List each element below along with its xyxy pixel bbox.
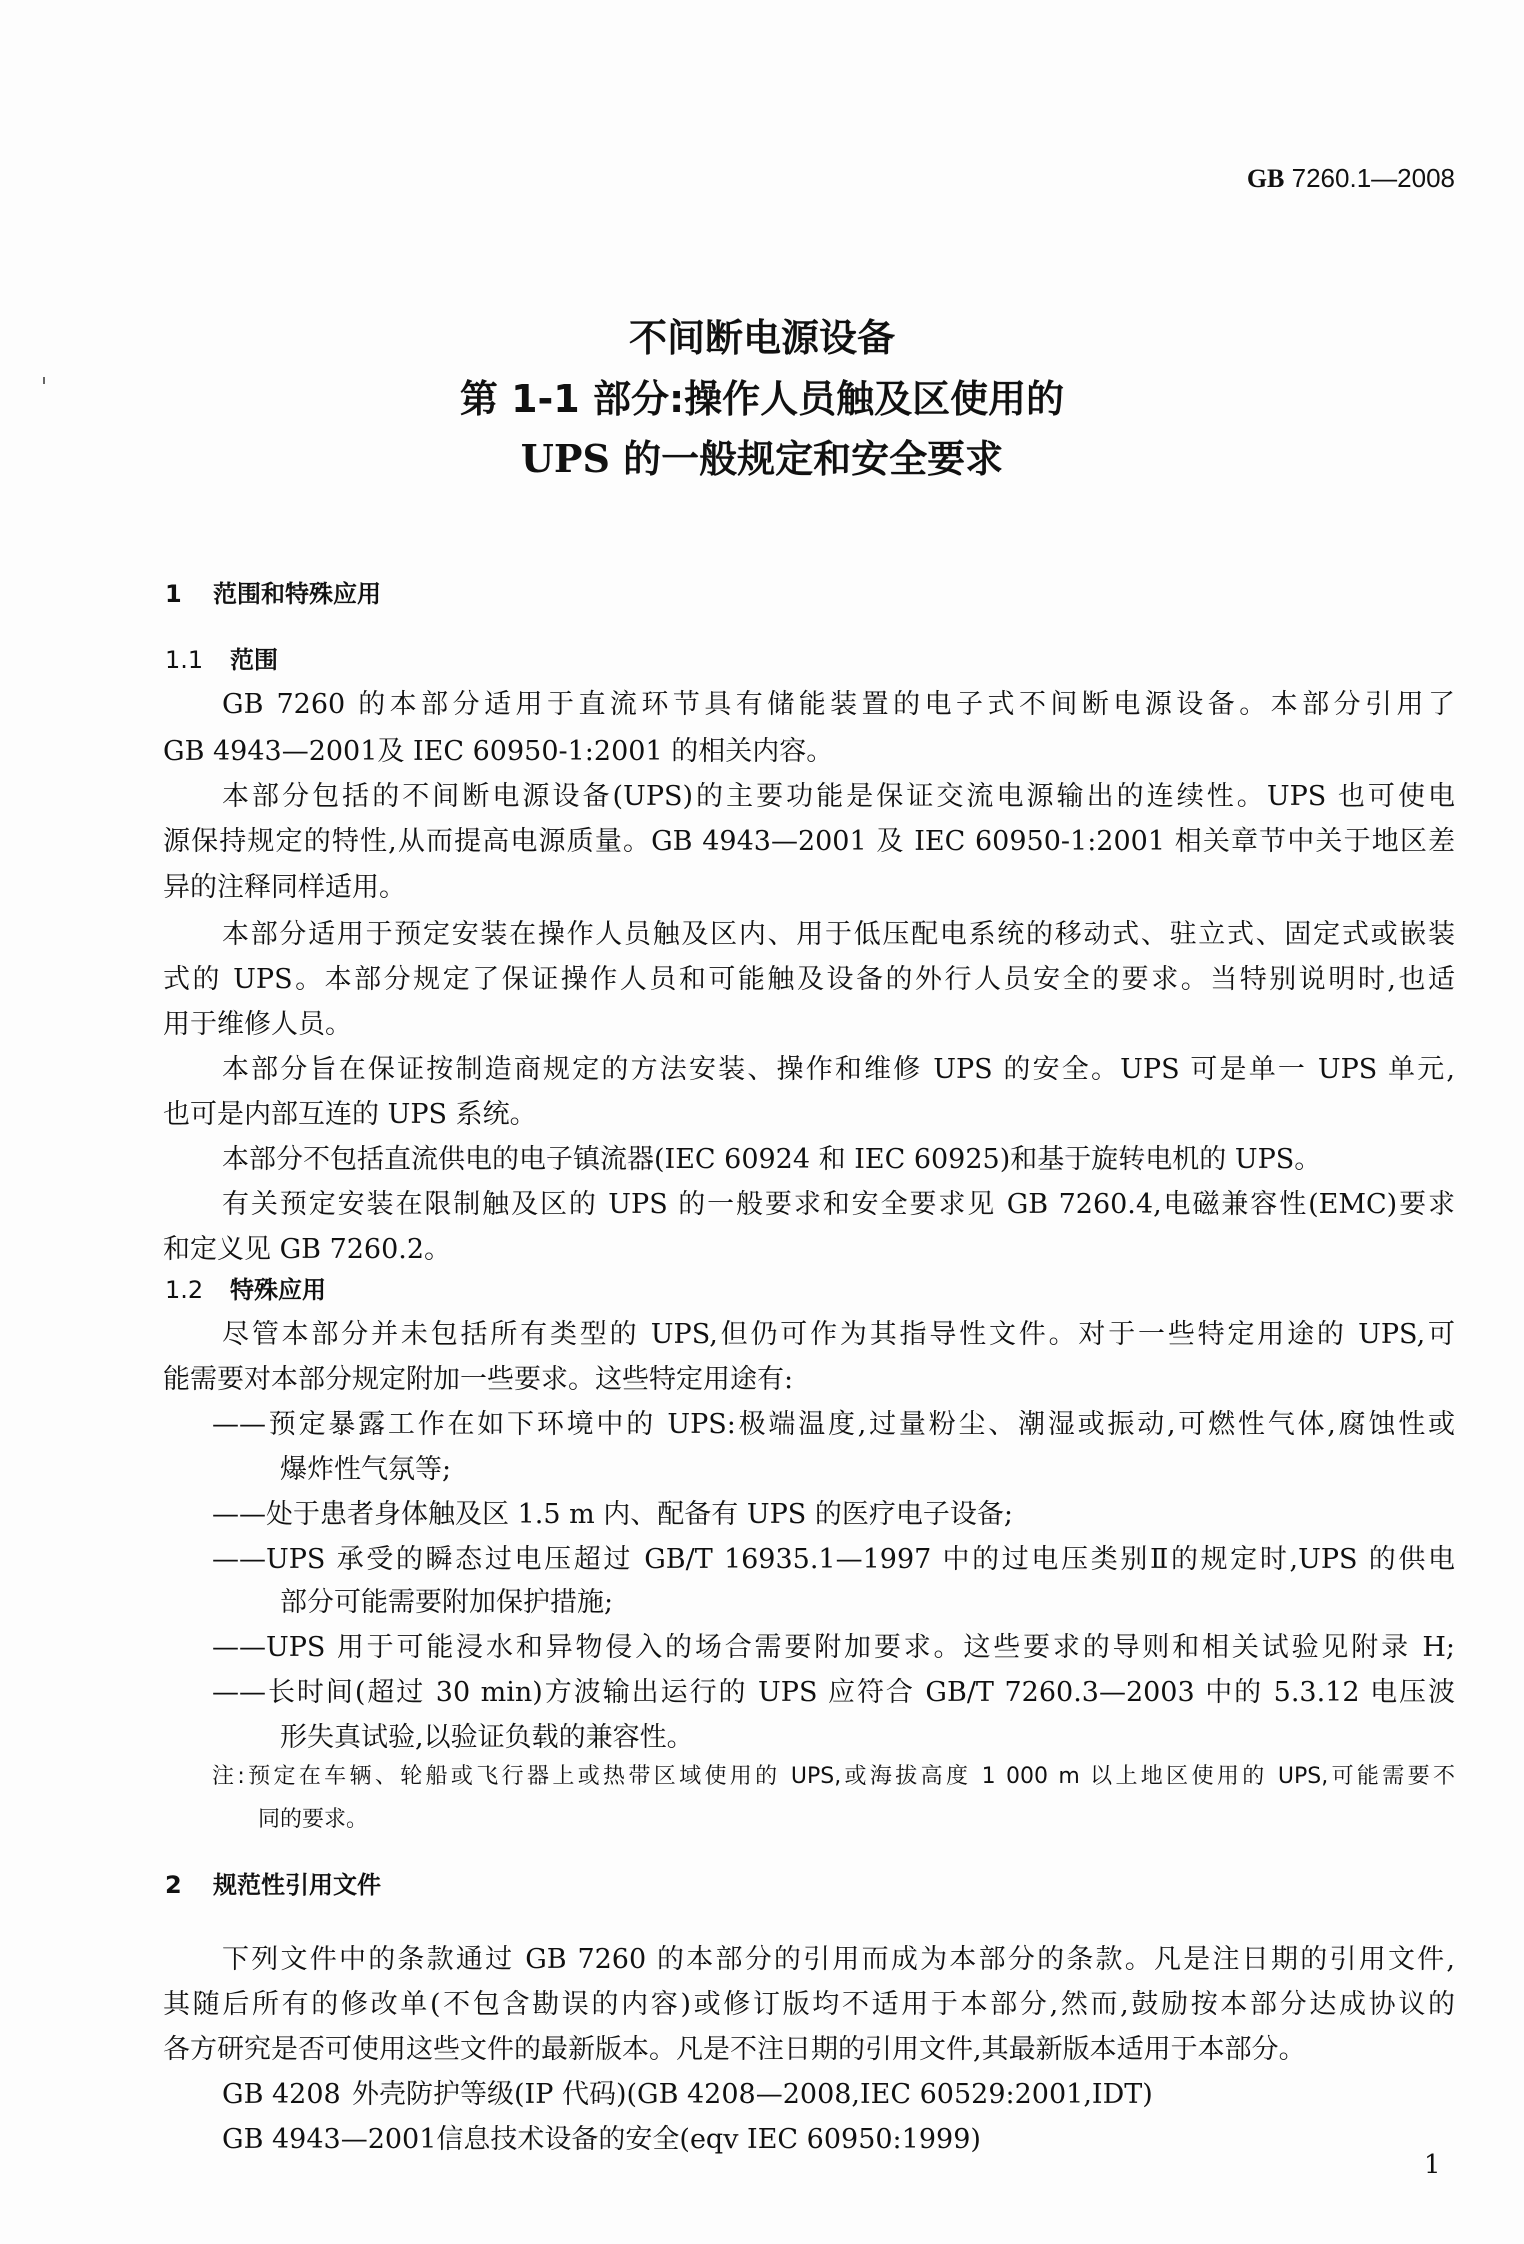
- section-number: 2: [165, 1871, 182, 1899]
- body-line: 尽管本部分并未包括所有类型的 UPS,但仍可作为其指导性文件。对于一些特定用途的 UPS,可: [222, 1319, 1455, 1350]
- list-item: ——预定暴露工作在如下环境中的 UPS:极端温度,过量粉尘、潮湿或振动,可燃性气体,腐蚀性或: [212, 1409, 1455, 1440]
- subsection-number: 1.1: [165, 646, 204, 674]
- reference-code: GB 4208: [222, 2079, 341, 2110]
- body-line: 本部分包括的不间断电源设备(UPS)的主要功能是保证交流电源输出的连续性。UPS 也可使电: [222, 781, 1455, 812]
- list-item: ——长时间(超过 30 min)方波输出运行的 UPS 应符合 GB/T 7260.3—2003 中的 5.3.12 电压波: [212, 1677, 1455, 1708]
- section-title: 规范性引用文件: [213, 1871, 381, 1899]
- body-line: 也可是内部互连的 UPS 系统。: [163, 1099, 537, 1130]
- list-item-continuation: 部分可能需要附加保护措施;: [280, 1587, 614, 1618]
- body-line: 能需要对本部分规定附加一些要求。这些特定用途有:: [163, 1364, 794, 1395]
- standard-number: 7260.1—2008: [1291, 163, 1455, 193]
- normative-reference: [222, 2120, 981, 2160]
- reference-title: 外壳防护等级(IP 代码)(GB 4208—2008,IEC 60529:2001,IDT): [352, 2079, 1153, 2110]
- note-text: 注:预定在车辆、轮船或飞行器上或热带区域使用的 UPS,或海拔高度 1 000 m 以上地区使用的 UPS,可能需要不: [212, 1764, 1455, 1789]
- subsection-1-1-heading: [165, 642, 278, 678]
- body-line: 各方研究是否可使用这些文件的最新版本。凡是不注日期的引用文件,其最新版本适用于本部分。: [163, 2034, 1306, 2065]
- list-item-continuation: 形失真试验,以验证负载的兼容性。: [280, 1722, 694, 1753]
- body-line: GB 4943—2001及 IEC 60950-1:2001 的相关内容。: [163, 736, 834, 767]
- section-1-heading: [165, 576, 381, 612]
- standard-prefix: GB: [1246, 164, 1285, 193]
- list-item: ——处于患者身体触及区 1.5 m 内、配备有 UPS 的医疗电子设备;: [212, 1499, 1013, 1530]
- document-title-line-1: 不间断电源设备: [628, 316, 895, 360]
- list-item: ——UPS 承受的瞬态过电压超过 GB/T 16935.1—1997 中的过电压类别Ⅱ的规定时,UPS 的供电: [212, 1544, 1455, 1575]
- body-line: 有关预定安装在限制触及区的 UPS 的一般要求和安全要求见 GB 7260.4,电磁兼容性(EMC)要求: [222, 1189, 1455, 1220]
- reference-code: GB 4943—2001: [222, 2124, 437, 2155]
- subsection-title: 特殊应用: [230, 1276, 326, 1304]
- subsection-title: 范围: [230, 646, 278, 674]
- body-line: 式的 UPS。本部分规定了保证操作人员和可能触及设备的外行人员安全的要求。当特别说明时,也适: [163, 964, 1455, 995]
- normative-reference: [222, 2075, 1153, 2115]
- body-line: 其随后所有的修改单(不包含勘误的内容)或修订版均不适用于本部分,然而,鼓励按本部分达成协议的: [163, 1989, 1455, 2020]
- body-line: GB 7260 的本部分适用于直流环节具有储能装置的电子式不间断电源设备。本部分引用了: [222, 689, 1455, 720]
- section-2-heading: [165, 1867, 381, 1903]
- body-line: 本部分旨在保证按制造商规定的方法安装、操作和维修 UPS 的安全。UPS 可是单一 UPS 单元,: [222, 1054, 1455, 1085]
- body-line: 本部分适用于预定安装在操作人员触及区内、用于低压配电系统的移动式、驻立式、固定式或嵌装: [222, 919, 1455, 950]
- body-line: 异的注释同样适用。: [163, 872, 406, 903]
- reference-title: 信息技术设备的安全(eqv IEC 60950:1999): [436, 2124, 981, 2155]
- section-title: 范围和特殊应用: [213, 580, 381, 608]
- document-title-line-3: UPS 的一般规定和安全要求: [520, 436, 1004, 481]
- document-title-line-2: 第 1-1 部分:操作人员触及区使用的: [459, 377, 1065, 421]
- body-line: 和定义见 GB 7260.2。: [163, 1234, 452, 1265]
- body-line: 下列文件中的条款通过 GB 7260 的本部分的引用而成为本部分的条款。凡是注日期的引用文件,: [222, 1944, 1455, 1975]
- subsection-1-2-heading: [165, 1272, 326, 1308]
- subsection-number: 1.2: [165, 1276, 204, 1304]
- list-item-continuation: 爆炸性气氛等;: [280, 1454, 452, 1485]
- list-item: ——UPS 用于可能浸水和异物侵入的场合需要附加要求。这些要求的导则和相关试验见附录 H;: [212, 1632, 1455, 1663]
- section-number: 1: [165, 580, 182, 608]
- body-line: 用于维修人员。: [163, 1009, 352, 1040]
- page-number: 1: [1424, 2150, 1441, 2180]
- standard-number-header: [1247, 163, 1455, 194]
- body-line: 源保持规定的特性,从而提高电源质量。GB 4943—2001 及 IEC 60950-1:2001 相关章节中关于地区差: [163, 826, 1455, 857]
- body-line: 本部分不包括直流供电的电子镇流器(IEC 60924 和 IEC 60925)和基于旋转电机的 UPS。: [222, 1144, 1322, 1175]
- note-text-continuation: 同的要求。: [258, 1807, 369, 1832]
